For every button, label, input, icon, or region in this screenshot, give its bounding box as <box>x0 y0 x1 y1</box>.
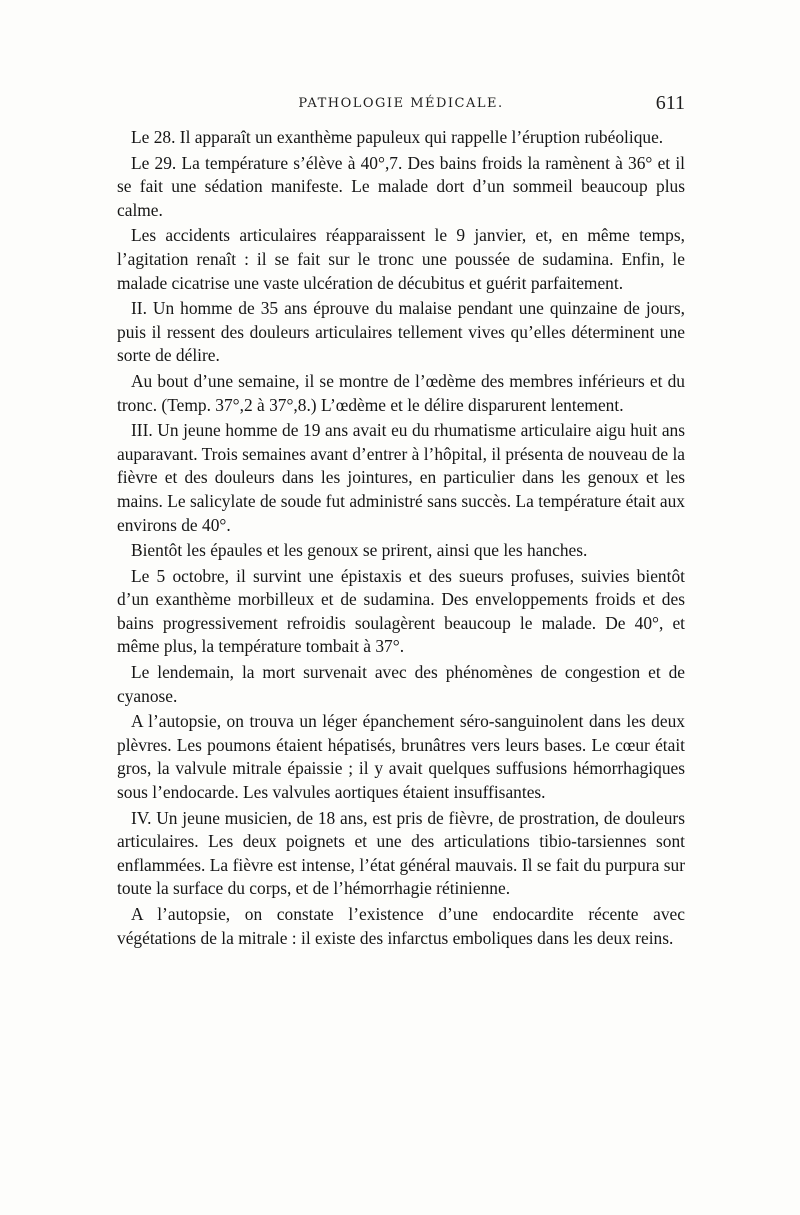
body-text <box>117 126 685 952</box>
paragraph: III. Un jeune homme de 19 ans avait eu du rhumatisme articulaire aigu huit ans auparavant. Trois semaines avant d’entrer à l’hôpital, il présenta de nouveau de la fièvre et des douleurs dans les jointures, en particulier dans les genoux et les mains. Le salicylate de soude fut administré sans succès. La température était aux environs de 40°. <box>117 420 685 535</box>
running-title: PATHOLOGIE MÉDICALE. <box>298 96 504 111</box>
paragraph: Le 5 octobre, il survint une épistaxis et des sueurs profuses, suivies bientôt d’un exanthème morbilleux et de sudamina. Des enveloppements froids et des bains progressivement refroidis soulagèrent beaucoup le malade. De 40°, et même plus, la température tombait à 37°. <box>117 565 685 657</box>
paragraph: Bientôt les épaules et les genoux se prirent, ainsi que les hanches. <box>131 540 588 561</box>
paragraph: Les accidents articulaires réapparaissent le 9 janvier, et, en même temps, l’agitation renaît : il se fait sur le tronc une poussée de sudamina. Enfin, le malade cicatrise une vaste ulcération de décubitus et guérit parfaitement. <box>117 225 685 293</box>
paragraph: II. Un homme de 35 ans éprouve du malaise pendant une quinzaine de jours, puis il ressent des douleurs articulaires tellement vives qu’elles déterminent une sorte de délire. <box>117 298 685 366</box>
paragraph: A l’autopsie, on trouva un léger épanchement séro-sanguinolent dans les deux plèvres. Les poumons étaient hépatisés, brunâtres vers leurs bases. Le cœur était gros, la valvule mitrale épaissie ; il y avait quelques suffusions hémorrhagiques sous l’endocarde. Les valvules aortiques étaient insuffisantes. <box>117 711 685 803</box>
page-number: 611 <box>655 92 685 114</box>
paragraph: IV. Un jeune musicien, de 18 ans, est pris de fièvre, de prostration, de douleurs articulaires. Les deux poignets et une des articulations tibio-tarsiennes sont enflammées. La fièvre est intense, l’état général mauvais. Il se fait du purpura sur toute la surface du corps, et de l’hémorrhagie rétinienne. <box>117 807 685 899</box>
page-header <box>117 92 685 120</box>
paragraph: Le 28. Il apparaît un exanthème papuleux qui rappelle l’éruption rubéolique. <box>131 127 664 147</box>
paragraph: A l’autopsie, on constate l’existence d’une endocardite récente avec végétations de la mitrale : il existe des infarctus emboliques dans les deux reins. <box>117 904 685 948</box>
paragraph: Le 29. La température s’élève à 40°,7. Des bains froids la ramènent à 36° et il se fait une sédation manifeste. Le malade dort d’un sommeil beaucoup plus calme. <box>117 152 685 220</box>
paragraph: Au bout d’une semaine, il se montre de l’œdème des membres inférieurs et du tronc. (Temp. 37°,2 à 37°,8.) L’œdème et le délire disparurent lentement. <box>117 370 685 415</box>
paragraph: Le lendemain, la mort survenait avec des phénomènes de congestion et de cyanose. <box>117 662 685 706</box>
